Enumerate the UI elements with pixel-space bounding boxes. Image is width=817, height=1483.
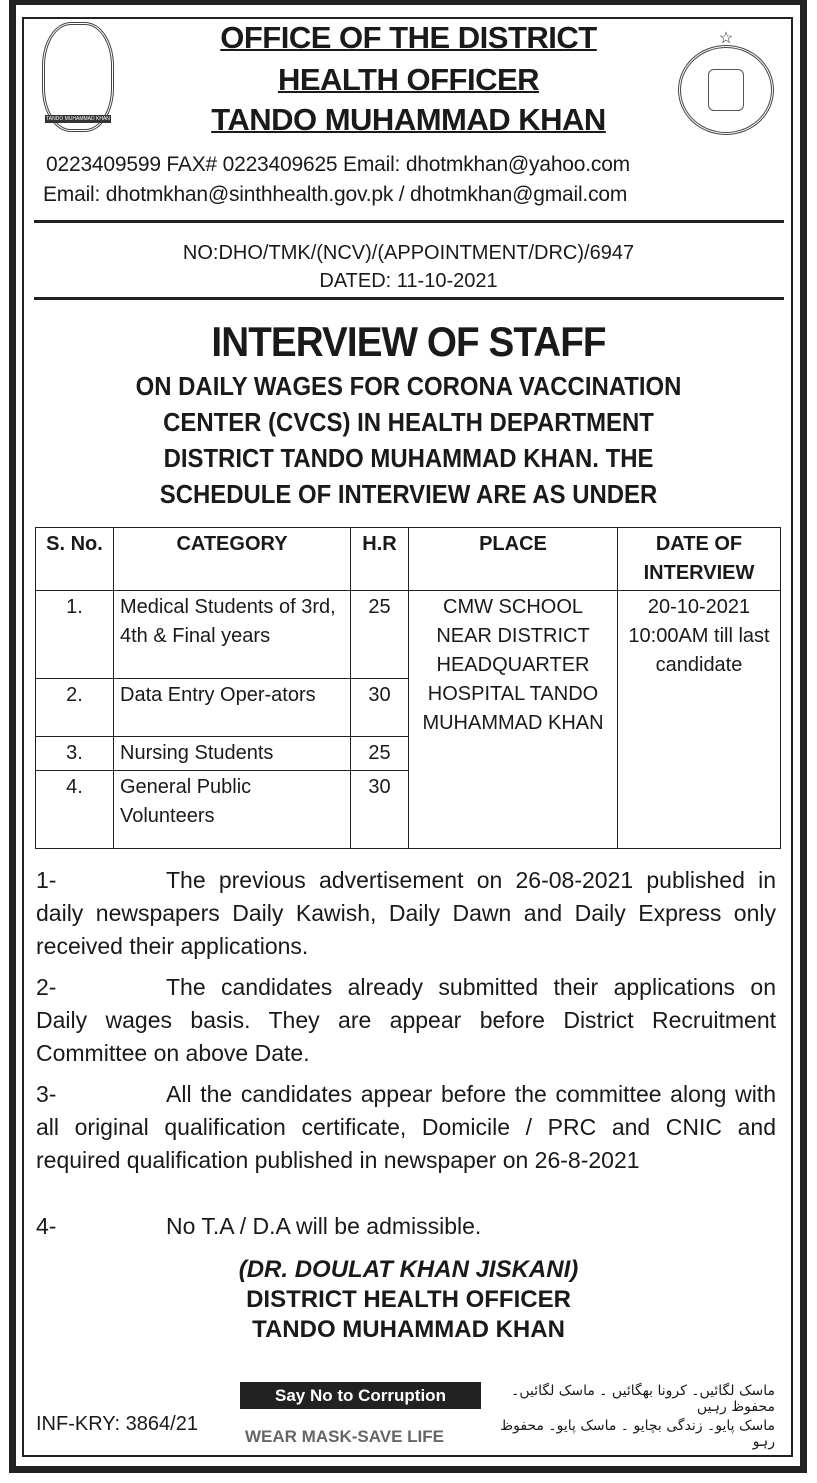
- note-1: 1- The previous advertisement on 26-08-2021 published in daily newspapers Daily Kawish, Daily Dawn and Daily Express only received their applications.: [36, 867, 776, 959]
- reference-number: NO:DHO/TMK/(NCV)/(APPOINTMENT/DRC)/6947: [182, 242, 635, 264]
- signatory-name: (DR. DOULAT KHAN JISKANI): [238, 1256, 579, 1283]
- office-title-line2: HEALTH OFFICER: [277, 62, 540, 97]
- office-title-line3: TANDO MUHAMMAD KHAN: [211, 102, 606, 137]
- office-title-line1: OFFICE OF THE DISTRICT: [220, 20, 597, 55]
- headline: INTERVIEW OF STAFF: [211, 318, 606, 365]
- urdu-slogan-2: ماسک پایو۔ زندگی بچایو ۔ ماسک پایو۔ محفوظ رہو: [500, 1418, 775, 1450]
- contact-line-1: 0223409599 FAX# 0223409625 Email: dhotmkhan@yahoo.com: [46, 153, 630, 176]
- note-4: 4- No T.A / D.A will be admissible.: [36, 1213, 482, 1239]
- say-no-to-corruption: Say No to Corruption: [240, 1382, 481, 1409]
- wear-mask-slogan: WEAR MASK-SAVE LIFE: [245, 1427, 444, 1446]
- inf-number: INF-KRY: 3864/21: [36, 1413, 198, 1435]
- urdu-slogan-1: ماسک لگائیں۔ کرونا بھگائیں ۔ ماسک لگائیں۔ محفوظ رہیں: [511, 1383, 775, 1415]
- signatory-place: TANDO MUHAMMAD KHAN: [252, 1316, 565, 1343]
- divider: [34, 297, 784, 300]
- table-row: 3. Nursing Students 25: [36, 737, 781, 771]
- note-3: 3- All the candidates appear before the committee along with all original qualification certificate, Domicile / PRC and CNIC and required qualification published in newspaper on 26-8-2021: [36, 1081, 776, 1173]
- signatory-title: DISTRICT HEALTH OFFICER: [246, 1286, 571, 1313]
- place-cell: CMW SCHOOL NEAR DISTRICT HEADQUARTER HOSPITAL TANDO MUHAMMAD KHAN: [409, 591, 618, 849]
- interview-schedule-table: S. No. CATEGORY H.R PLACE DATE OF INTERVIEW 1. Medical Students of 3rd, 4th & Final years 25 CMW SCHOOL NEAR DISTRICT HEADQUARTER HOSPITAL TANDO MUHAMMAD KHAN 20-10-2021 10:00AM till last candidate 2. Data Entry Oper-ators 30 3. Nursing Students 25 4. General Public Volunteers 30: [35, 527, 781, 849]
- table-row: 4. General Public Volunteers 30: [36, 771, 781, 849]
- date-cell: 20-10-2021 10:00AM till last candidate: [618, 591, 781, 849]
- note-2: 2- The candidates already submitted their applications on Daily wages basis. They are appear before District Recruitment Committee on above Date.: [36, 974, 776, 1066]
- table-row: 2. Data Entry Oper-ators 30: [36, 679, 781, 737]
- contact-line-2: Email: dhotmkhan@sinthhealth.gov.pk / dhotmkhan@gmail.com: [43, 183, 628, 206]
- district-logo: TANDO MUHAMMAD KHAN: [42, 22, 114, 132]
- star-icon: ☆: [718, 30, 734, 47]
- table-row: 1. Medical Students of 3rd, 4th & Final years 25 CMW SCHOOL NEAR DISTRICT HEADQUARTER HOSPITAL TANDO MUHAMMAD KHAN 20-10-2021 10:00AM till last candidate: [36, 591, 781, 679]
- subheadline: ON DAILY WAGES FOR CORONA VACCINATION CENTER (CVCS) IN HEALTH DEPARTMENT DISTRICT TANDO MUHAMMAD KHAN. THE SCHEDULE OF INTERVIEW ARE AS UNDER: [135, 371, 682, 509]
- divider: [34, 220, 784, 223]
- dated: DATED: 11-10-2021: [319, 270, 498, 292]
